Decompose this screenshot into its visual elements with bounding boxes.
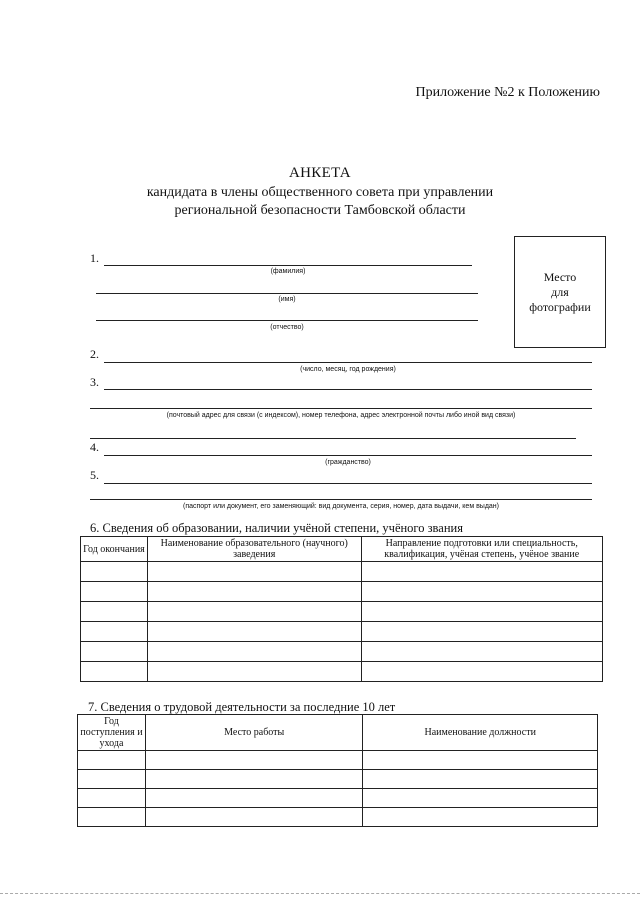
table-cell[interactable] bbox=[147, 622, 361, 642]
table-row bbox=[81, 582, 603, 602]
photo-label-1: Место bbox=[543, 269, 577, 284]
page-edge-divider bbox=[0, 893, 640, 894]
table-row bbox=[78, 770, 598, 789]
table-cell[interactable] bbox=[147, 582, 361, 602]
education-header-institution: Наименование образовательного (научного) заведения bbox=[147, 537, 361, 562]
patronymic-caption: (отчество) bbox=[270, 324, 304, 331]
photo-label-3: фотографии bbox=[529, 299, 591, 314]
table-cell[interactable] bbox=[361, 602, 603, 622]
table-row bbox=[78, 808, 598, 827]
name-caption: (имя) bbox=[278, 296, 296, 303]
employment-header-workplace: Место работы bbox=[145, 715, 362, 751]
table-cell[interactable] bbox=[361, 662, 603, 682]
table-cell[interactable] bbox=[81, 562, 148, 582]
table-cell[interactable] bbox=[78, 770, 146, 789]
surname-line[interactable] bbox=[104, 265, 472, 266]
employment-header-years: Год поступления и ухода bbox=[78, 715, 146, 751]
table-cell[interactable] bbox=[81, 602, 148, 622]
passport-line-1[interactable] bbox=[104, 483, 592, 484]
patronymic-line[interactable] bbox=[96, 320, 478, 321]
table-row bbox=[81, 602, 603, 622]
table-row bbox=[81, 622, 603, 642]
name-line[interactable] bbox=[96, 293, 478, 294]
photo-placeholder bbox=[514, 236, 606, 348]
table-row bbox=[81, 662, 603, 682]
section-7-title: 7. Сведения о трудовой деятельности за последние 10 лет bbox=[88, 700, 396, 714]
passport-line-2[interactable] bbox=[90, 499, 592, 500]
field-4-number: 4. bbox=[90, 440, 99, 454]
table-cell[interactable] bbox=[81, 582, 148, 602]
table-cell[interactable] bbox=[145, 808, 362, 827]
table-cell[interactable] bbox=[363, 770, 598, 789]
table-cell[interactable] bbox=[145, 789, 362, 808]
address-line-1[interactable] bbox=[104, 389, 592, 390]
education-header-specialty: Направление подготовки или специальность, квалификация, учёная степень, учёное звание bbox=[361, 537, 603, 562]
field-2-number: 2. bbox=[90, 347, 99, 361]
table-cell[interactable] bbox=[145, 751, 362, 770]
address-line-3[interactable] bbox=[90, 438, 576, 439]
form-subtitle-line1: кандидата в члены общественного совета при управлении bbox=[146, 185, 494, 200]
table-cell[interactable] bbox=[147, 662, 361, 682]
section-6-title: 6. Сведения об образовании, наличии учёной степени, учёного звания bbox=[90, 521, 463, 535]
table-cell[interactable] bbox=[361, 562, 603, 582]
citizenship-caption: (гражданство) bbox=[325, 459, 371, 466]
photo-label-2: для bbox=[551, 284, 569, 299]
table-cell[interactable] bbox=[81, 662, 148, 682]
table-cell[interactable] bbox=[147, 602, 361, 622]
table-cell[interactable] bbox=[78, 808, 146, 827]
field-5-number: 5. bbox=[90, 468, 99, 482]
education-header-year: Год окончания bbox=[81, 537, 148, 562]
table-cell[interactable] bbox=[361, 622, 603, 642]
form-subtitle-line2: региональной безопасности Тамбовской области bbox=[174, 203, 466, 218]
table-row bbox=[81, 562, 603, 582]
table-cell[interactable] bbox=[361, 582, 603, 602]
table-row bbox=[78, 751, 598, 770]
address-caption: (почтовый адрес для связи (с индексом), номер телефона, адрес электронной почты либо иной вид связи) bbox=[166, 412, 516, 419]
table-row bbox=[81, 642, 603, 662]
education-table bbox=[80, 536, 603, 682]
table-cell[interactable] bbox=[363, 789, 598, 808]
birth-caption: (число, месяц, год рождения) bbox=[300, 366, 396, 373]
table-cell[interactable] bbox=[361, 642, 603, 662]
address-line-2[interactable] bbox=[90, 408, 592, 409]
birth-line[interactable] bbox=[104, 362, 592, 363]
appendix-label: Приложение №2 к Положению bbox=[415, 85, 600, 100]
table-cell[interactable] bbox=[363, 808, 598, 827]
field-3-number: 3. bbox=[90, 375, 99, 389]
table-cell[interactable] bbox=[147, 642, 361, 662]
table-cell[interactable] bbox=[78, 751, 146, 770]
table-cell[interactable] bbox=[78, 789, 146, 808]
employment-table bbox=[77, 714, 598, 827]
table-cell[interactable] bbox=[145, 770, 362, 789]
table-cell[interactable] bbox=[81, 622, 148, 642]
passport-caption: (паспорт или документ, его заменяющий: вид документа, серия, номер, дата выдачи, кем выдан) bbox=[182, 503, 499, 510]
citizenship-line[interactable] bbox=[104, 455, 592, 456]
table-row bbox=[78, 789, 598, 808]
field-1-number: 1. bbox=[90, 251, 99, 265]
form-title: АНКЕТА bbox=[289, 165, 351, 181]
surname-caption: (фамилия) bbox=[270, 268, 306, 275]
table-cell[interactable] bbox=[147, 562, 361, 582]
employment-header-position: Наименование должности bbox=[363, 715, 598, 751]
table-cell[interactable] bbox=[81, 642, 148, 662]
table-cell[interactable] bbox=[363, 751, 598, 770]
